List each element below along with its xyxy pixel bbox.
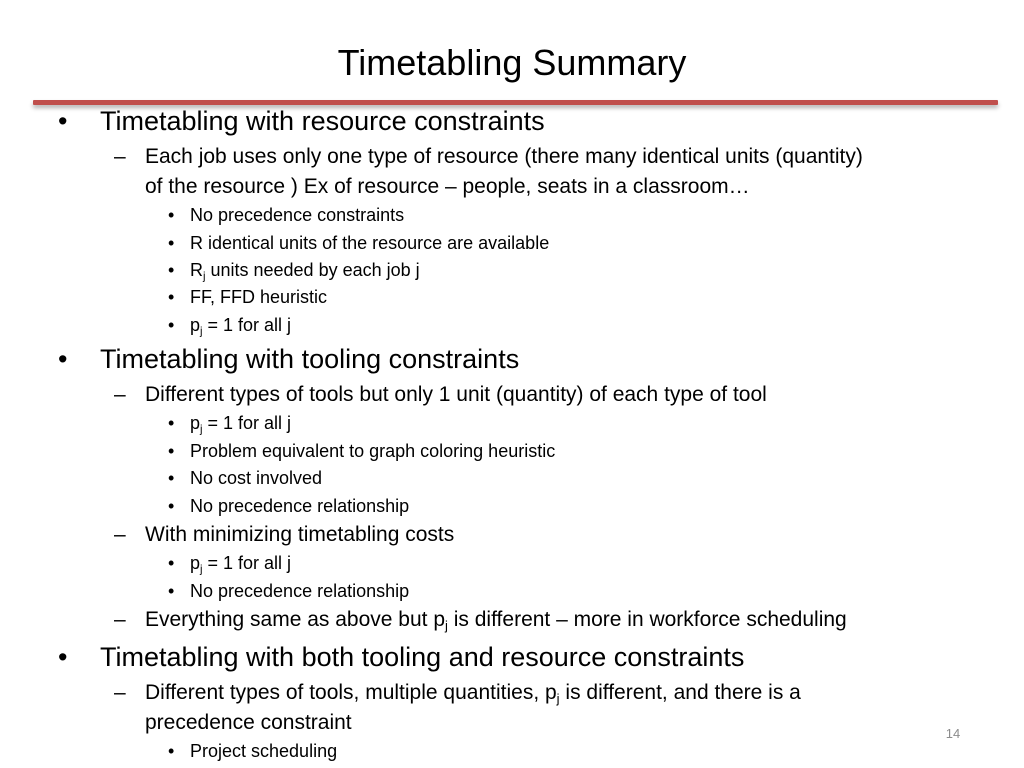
item-identical-units: • R identical units of the resource are available bbox=[190, 231, 549, 255]
item-no-precedence-relationship: • No precedence relationship bbox=[190, 579, 409, 603]
item-graph-coloring: • Problem equivalent to graph coloring heuristic bbox=[190, 439, 555, 463]
bullet-tooling-constraints: • Timetabling with tooling constraints bbox=[100, 342, 519, 376]
item-project-scheduling: • Project scheduling bbox=[190, 739, 337, 763]
sub-bullet-resource-type: – Each job uses only one type of resource (there many identical units (quantity) bbox=[145, 143, 863, 171]
bullet-tooling-and-resource: • Timetabling with both tooling and resource constraints bbox=[100, 640, 744, 674]
sub-bullet-multiple-quantities-cont: precedence constraint bbox=[145, 711, 352, 734]
slide-title: Timetabling Summary bbox=[337, 42, 687, 83]
item-ff-ffd: • FF, FFD heuristic bbox=[190, 285, 327, 309]
item-pj-equals-1: • $p_j = 1$ for all j bbox=[190, 313, 291, 337]
bullet-resource-constraints: • Timetabling with resource constraints bbox=[100, 104, 545, 138]
item-pj-equals-1: • $p_j = 1$ for all j bbox=[190, 411, 291, 435]
slide-number: 14 bbox=[945, 726, 961, 741]
item-no-precedence: • No precedence constraints bbox=[190, 203, 404, 227]
sub-bullet-minimizing-costs: – With minimizing timetabling costs bbox=[145, 521, 454, 549]
item-units-needed: • $R_j$ units needed by each job j bbox=[190, 258, 420, 282]
item-no-cost: • No cost involved bbox=[190, 466, 322, 490]
sub-bullet-tool-types: – Different types of tools but only 1 unit (quantity) of each type of tool bbox=[145, 381, 767, 409]
sub-bullet-multiple-quantities: – Different types of tools, multiple quantities, $p_j$ is different, and there is a bbox=[145, 679, 801, 707]
sub-bullet-workforce-scheduling: – Everything same as above but $p_j$ is different – more in workforce scheduling bbox=[145, 606, 847, 634]
sub-bullet-resource-type-cont: of the resource ) Ex of resource – people, seats in a classroom… bbox=[145, 175, 750, 198]
item-no-precedence-relationship: • No precedence relationship bbox=[190, 494, 409, 518]
item-pj-equals-1: • $p_j = 1$ for all j bbox=[190, 551, 291, 575]
